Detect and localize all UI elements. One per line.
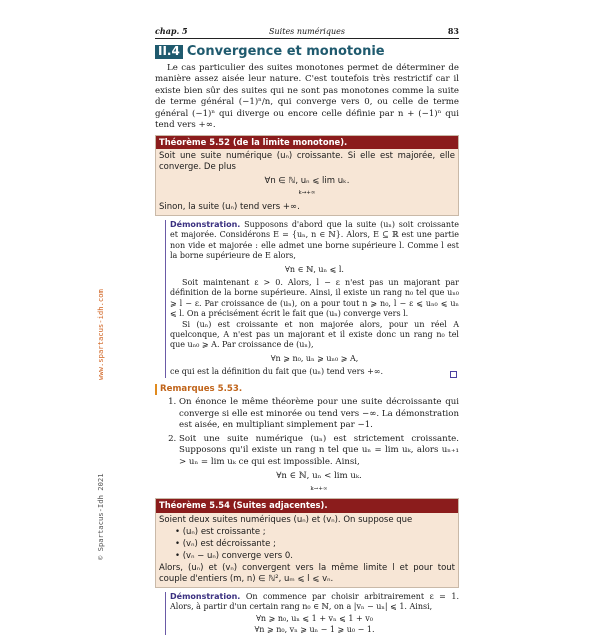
demo-formula: ∀n ∈ ℕ, uₙ ⩽ l. — [285, 264, 344, 274]
demonstration-5-54 — [165, 592, 459, 636]
margin-notes — [96, 200, 108, 560]
remark-formula: ∀n ∈ ℕ, uₙ < lim uₖ. k→+∞ — [276, 471, 362, 492]
demo-paragraph: Si (uₙ) est croissante et non majorée alors, pour un réel A quelconque, A n'est pas un majorant et il existe donc un rang n₀ tel que uₙ₀ ⩾ A. Par croissance de (uₙ), — [170, 319, 459, 350]
theorem-line: Alors, (uₙ) et (vₙ) convergent vers la même limite l et pour tout couple d'entiers (m, n) ∈ ℕ², uₘ ⩽ l ⩽ vₙ. — [159, 562, 455, 584]
demo-paragraph: Soit maintenant ε > 0. Alors, l − ε n'est pas un majorant par définition de la borne supérieure. Ainsi, il existe un rang n₀ tel que uₙ₀ ⩾ l − ε. Par croissance de (uₙ), on a pour tout n ⩾ n₀, l − ε ⩽ uₙ₀ ⩽ uₙ ⩽ l. On a précisément écrit le fait que (uₙ) converge vers l. — [170, 278, 459, 319]
theorem-body — [156, 149, 458, 215]
list-item: • (uₙ) est croissante ; — [175, 526, 266, 537]
theorem-line: Sinon, la suite (uₙ) tend vers +∞. — [159, 202, 300, 212]
list-item: • (vₙ) est décroissante ; — [175, 538, 276, 549]
list-item: 1. On énonce le même théorème pour une suite décroissante qui converge si elle est minorée ou tend vers −∞. La démonstration est aisée, en multipliant simplement par −1. — [179, 397, 459, 432]
theorem-line: Soient deux suites numériques (uₙ) et (vₙ). On suppose que — [159, 514, 413, 525]
section-number: II.4 — [155, 45, 183, 59]
theorem-line: Soit une suite numérique (uₙ) croissante. Si elle est majorée, elle converge. De plus — [159, 151, 455, 172]
demo-paragraph: Supposons d'abord que la suite (uₙ) soit croissante et majorée. Considérons E = {uₙ, n ∈ ℕ}. Alors, E ⊆ ℝ est une partie non vide et majorée : elle admet une borne supérieure l. Comme l est la borne supérieure de E alors, — [170, 220, 460, 261]
theorem-5-52 — [155, 135, 459, 217]
page-number: 83 — [447, 26, 459, 36]
running-title: Suites numériques — [269, 27, 345, 36]
margin-url[interactable]: www.spartacus-idh.com — [96, 289, 105, 380]
theorem-5-54 — [155, 498, 459, 588]
theorem-heading: Théorème 5.52 (de la limite monotone). — [156, 136, 458, 150]
demo-paragraph: On commence par choisir arbitrairement ε = 1. Alors, à partir d'un certain rang n₀ ∈ ℕ, on a |vₙ − uₙ| ⩽ 1. Ainsi, — [170, 591, 459, 612]
remarks-heading: Remarques 5.53. — [155, 384, 242, 396]
intro-paragraph: Le cas particulier des suites monotones permet de déterminer de manière assez aisée leur nature. C'est toutefois très restrictif car il existe bien sûr des suites qui ne sont pas monotones comme la suite de terme général (−1)ⁿ/n, qui converge vers 0, ou celle de terme général (−1)ⁿ qui diverge ou encore celle définie par n + (−1)ⁿ qui tend vers +∞. — [155, 62, 459, 130]
demonstration-label: Démonstration. — [170, 591, 241, 601]
remarks-list — [155, 397, 459, 495]
list-item: 2. Soit une suite numérique (uₙ) est strictement croissante. Supposons qu'il existe un rang n tel que uₙ = lim uₖ, alors uₙ₊₁ > uₙ = lim uₖ ce qui est impossible. Ainsi, ∀n ∈ ℕ, uₙ < lim uₖ. k→+∞ — [179, 434, 459, 496]
section-title: Convergence et monotonie — [186, 44, 385, 59]
running-head — [155, 26, 459, 39]
theorem-body — [156, 513, 458, 587]
demo-formula: ∀n ⩾ n₀, vₙ ⩾ uₙ − 1 ⩾ u₀ − 1. — [254, 624, 375, 634]
theorem-formula: ∀n ∈ ℕ, uₙ ⩽ lim uₖ. k→+∞ — [264, 176, 350, 196]
demo-formula: ∀n ⩾ n₀, uₙ ⩾ uₙ₀ ⩾ A, — [270, 353, 359, 363]
chapter-label: chap. 5 — [155, 26, 188, 36]
page — [155, 26, 459, 636]
demonstration-5-52 — [165, 220, 459, 378]
qed-icon — [450, 371, 457, 378]
section-heading — [155, 45, 459, 59]
demo-paragraph: ce qui est la définition du fait que (uₙ) tend vers +∞. — [170, 367, 384, 377]
demo-formula: ∀n ⩾ n₀, uₙ ⩽ 1 + vₙ ⩽ 1 + v₀ — [256, 613, 373, 623]
margin-copyright: © Spartacus-Idh 2021 — [96, 473, 105, 560]
demonstration-label: Démonstration. — [170, 220, 241, 229]
list-item: • (vₙ − uₙ) converge vers 0. — [175, 550, 293, 561]
theorem-heading: Théorème 5.54 (Suites adjacentes). — [156, 499, 458, 513]
remarks-5-53 — [155, 384, 459, 496]
